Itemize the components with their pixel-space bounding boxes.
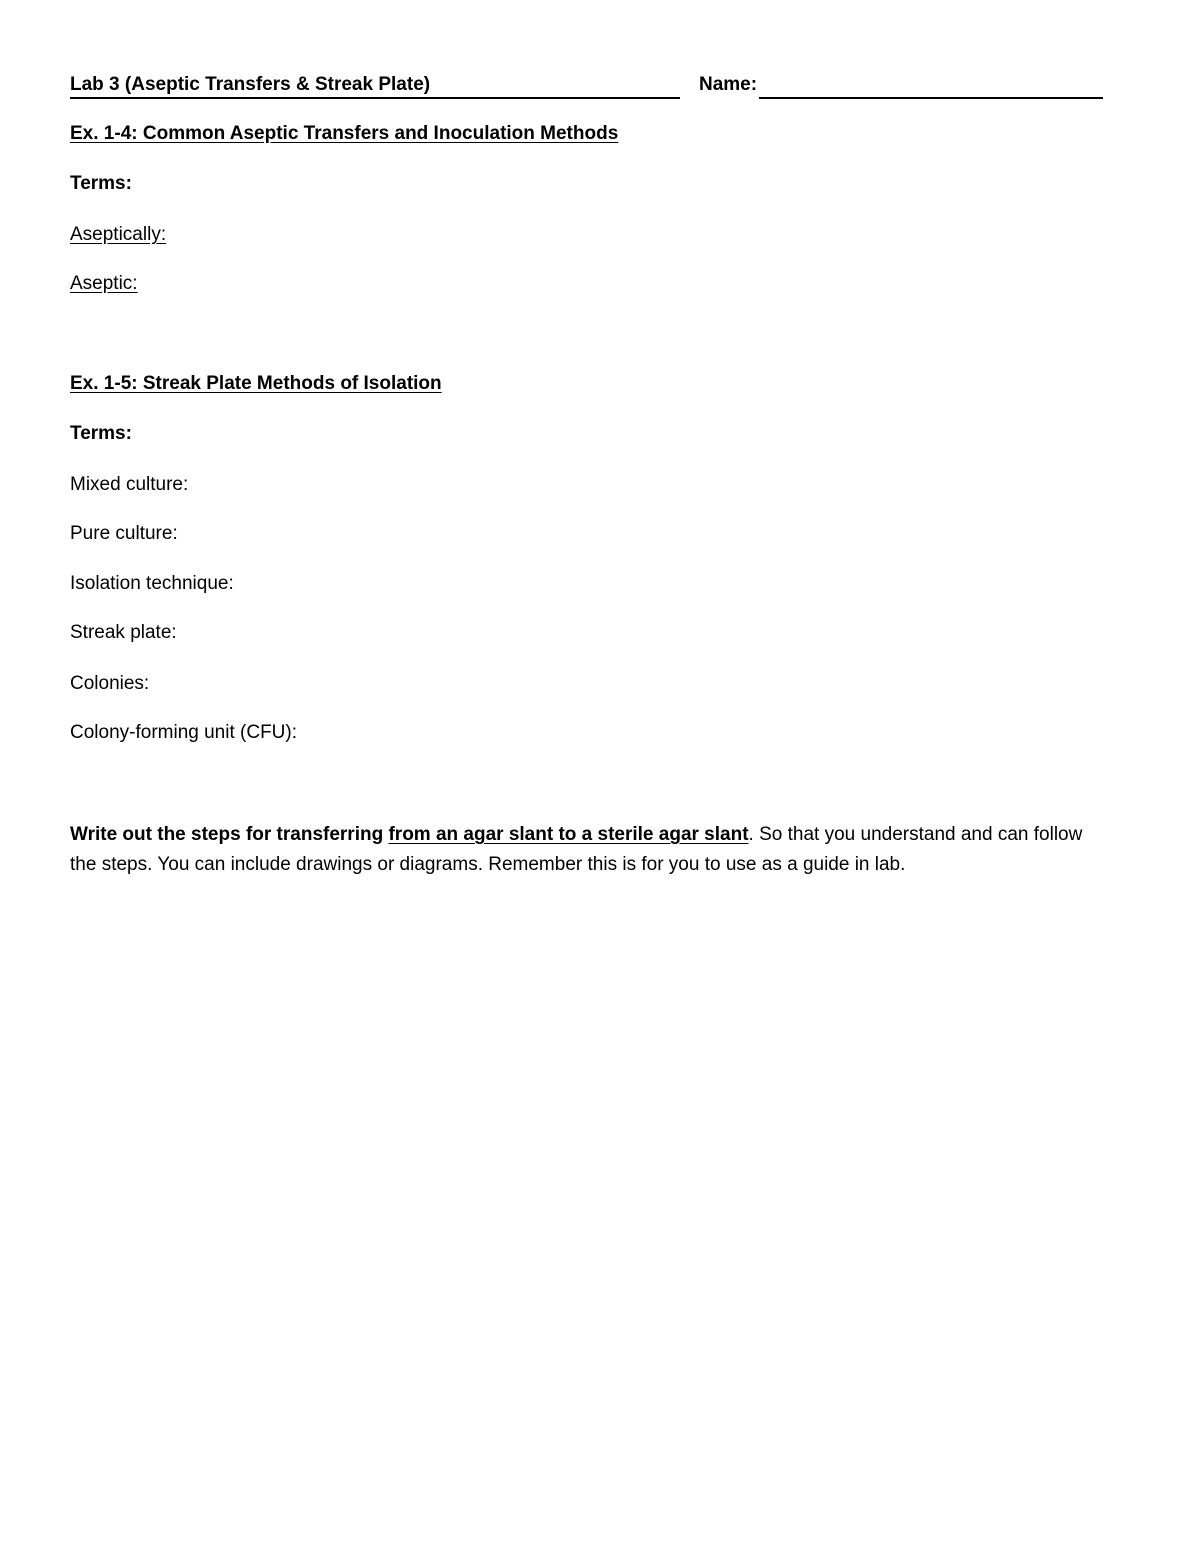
term-cfu: Colony-forming unit (CFU):: [70, 722, 297, 743]
term-streak-plate: Streak plate:: [70, 622, 177, 643]
term-mixed-culture: Mixed culture:: [70, 474, 189, 495]
instructions-bold-underlined: from an agar slant to a sterile agar slant: [388, 824, 749, 845]
instructions-bold-lead: Write out the steps for transferring: [70, 824, 389, 845]
instructions-paragraph: [70, 820, 1110, 880]
lab-title-line: [70, 73, 680, 99]
term-isolation-technique: Isolation technique:: [70, 573, 234, 594]
term-pure-culture: Pure culture:: [70, 523, 178, 544]
name-blank-field[interactable]: [759, 73, 1103, 99]
section1-terms-label: Terms:: [70, 173, 132, 194]
section2-terms-label: Terms:: [70, 423, 132, 444]
name-label: Name:: [699, 74, 758, 95]
section2-heading: Ex. 1-5: Streak Plate Methods of Isolation: [70, 373, 442, 394]
instructions-rest: . So that you understand and can follow the steps. You can include drawings or diagrams. Remember this is for you to use as a guide in lab.: [70, 824, 1083, 875]
term-colonies: Colonies:: [70, 673, 150, 694]
section1-heading: Ex. 1-4: Common Aseptic Transfers and Inoculation Methods: [70, 123, 619, 144]
term-aseptically: Aseptically:: [70, 224, 167, 245]
term-aseptic: Aseptic:: [70, 273, 138, 294]
lab-title: Lab 3 (Aseptic Transfers & Streak Plate): [70, 74, 431, 95]
